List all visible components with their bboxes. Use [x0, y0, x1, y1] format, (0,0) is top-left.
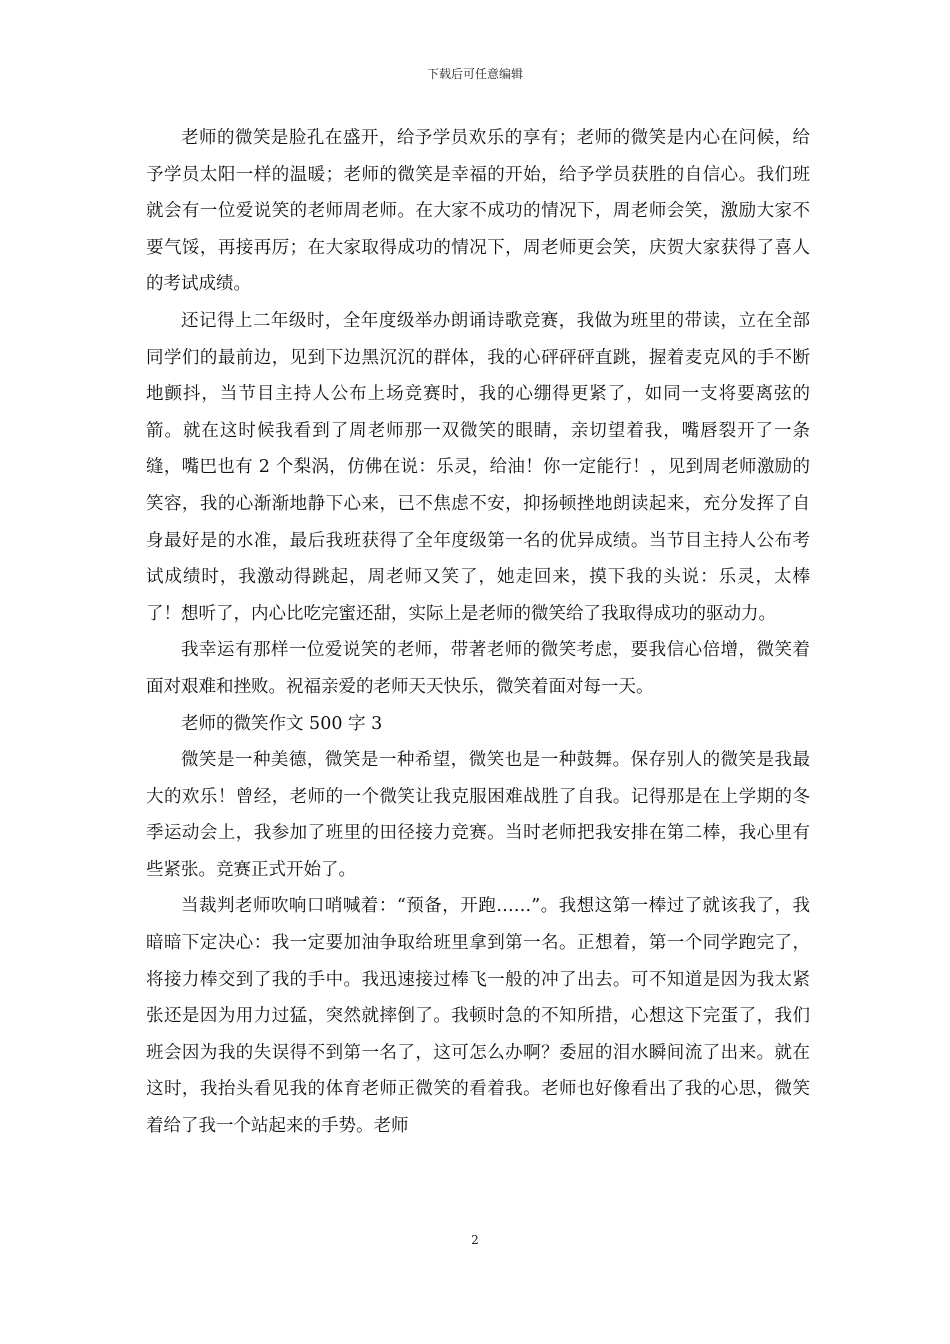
page-header: 下载后可任意编辑 [426, 67, 523, 81]
section-heading: 老师的微笑作文 500 字 3 [181, 713, 383, 734]
document-body [146, 120, 810, 1145]
page-number: 2 [471, 1233, 479, 1247]
paragraph-5: 当裁判老师吹响口哨喊着：“预备，开跑……”。我想这第一棒过了就该我了，我暗暗下定决心：我一定要加油争取给班里拿到第一名。正想着，第一个同学跑完了，将接力棒交到了我的手中。我迅速接过棒飞一般的冲了出去。可不知道是因为我太紧张还是因为用力过猛，突然就摔倒了。我顿时急的不知所措，心想这下完蛋了，我们班会因为我的失误得不到第一名了，这可怎么办啊？委屈的泪水瞬间流了出来。就在这时，我抬头看见我的体育老师正微笑的看着我。老师也好像看出了我的心思，微笑着给了我一个站起来的手势。老师 [146, 896, 810, 1137]
paragraph-2: 还记得上二年级时，全年度级举办朗诵诗歌竞赛，我做为班里的带读，立在全部同学们的最前边，见到下边黑沉沉的群体，我的心砰砰砰直跳，握着麦克风的手不断地颤抖，当节目主持人公布上场竞赛时，我的心绷得更紧了，如同一支将要离弦的箭。就在这时候我看到了周老师那一双微笑的眼睛，亲切望着我，嘴唇裂开了一条缝，嘴巴也有 2 个梨涡，仿佛在说：乐灵，给油！你一定能行！，见到周老师激励的笑容，我的心渐渐地静下心来，已不焦虑不安，抑扬顿挫地朗读起来，充分发挥了自身最好是的水准，最后我班获得了全年度级第一名的优异成绩。当节目主持人公布考试成绩时，我激动得跳起，周老师又笑了，她走回来，摸下我的头说：乐灵，太棒了！想听了，内心比吃完蜜还甜，实际上是老师的微笑给了我取得成功的驱动力。 [146, 310, 810, 624]
paragraph-4: 微笑是一种美德，微笑是一种希望，微笑也是一种鼓舞。保存别人的微笑是我最大的欢乐！曾经，老师的一个微笑让我克服困难战胜了自我。记得那是在上学期的冬季运动会上，我参加了班里的田径接力竞赛。当时老师把我安排在第二棒，我心里有些紧张。竞赛正式开始了。 [146, 750, 810, 880]
paragraph-3: 我幸运有那样一位爱说笑的老师，带著老师的微笑考虑，要我信心倍增，微笑着面对艰难和挫败。祝福亲爱的老师天天快乐，微笑着面对每一天。 [146, 640, 810, 697]
paragraph-1: 老师的微笑是脸孔在盛开，给予学员欢乐的享有；老师的微笑是内心在问候，给予学员太阳一样的温暖；老师的微笑是幸福的开始，给予学员获胜的自信心。我们班就会有一位爱说笑的老师周老师。在大家不成功的情况下，周老师会笑，激励大家不要气馁，再接再厉；在大家取得成功的情况下，周老师更会笑，庆贺大家获得了喜人的考试成绩。 [146, 128, 810, 295]
